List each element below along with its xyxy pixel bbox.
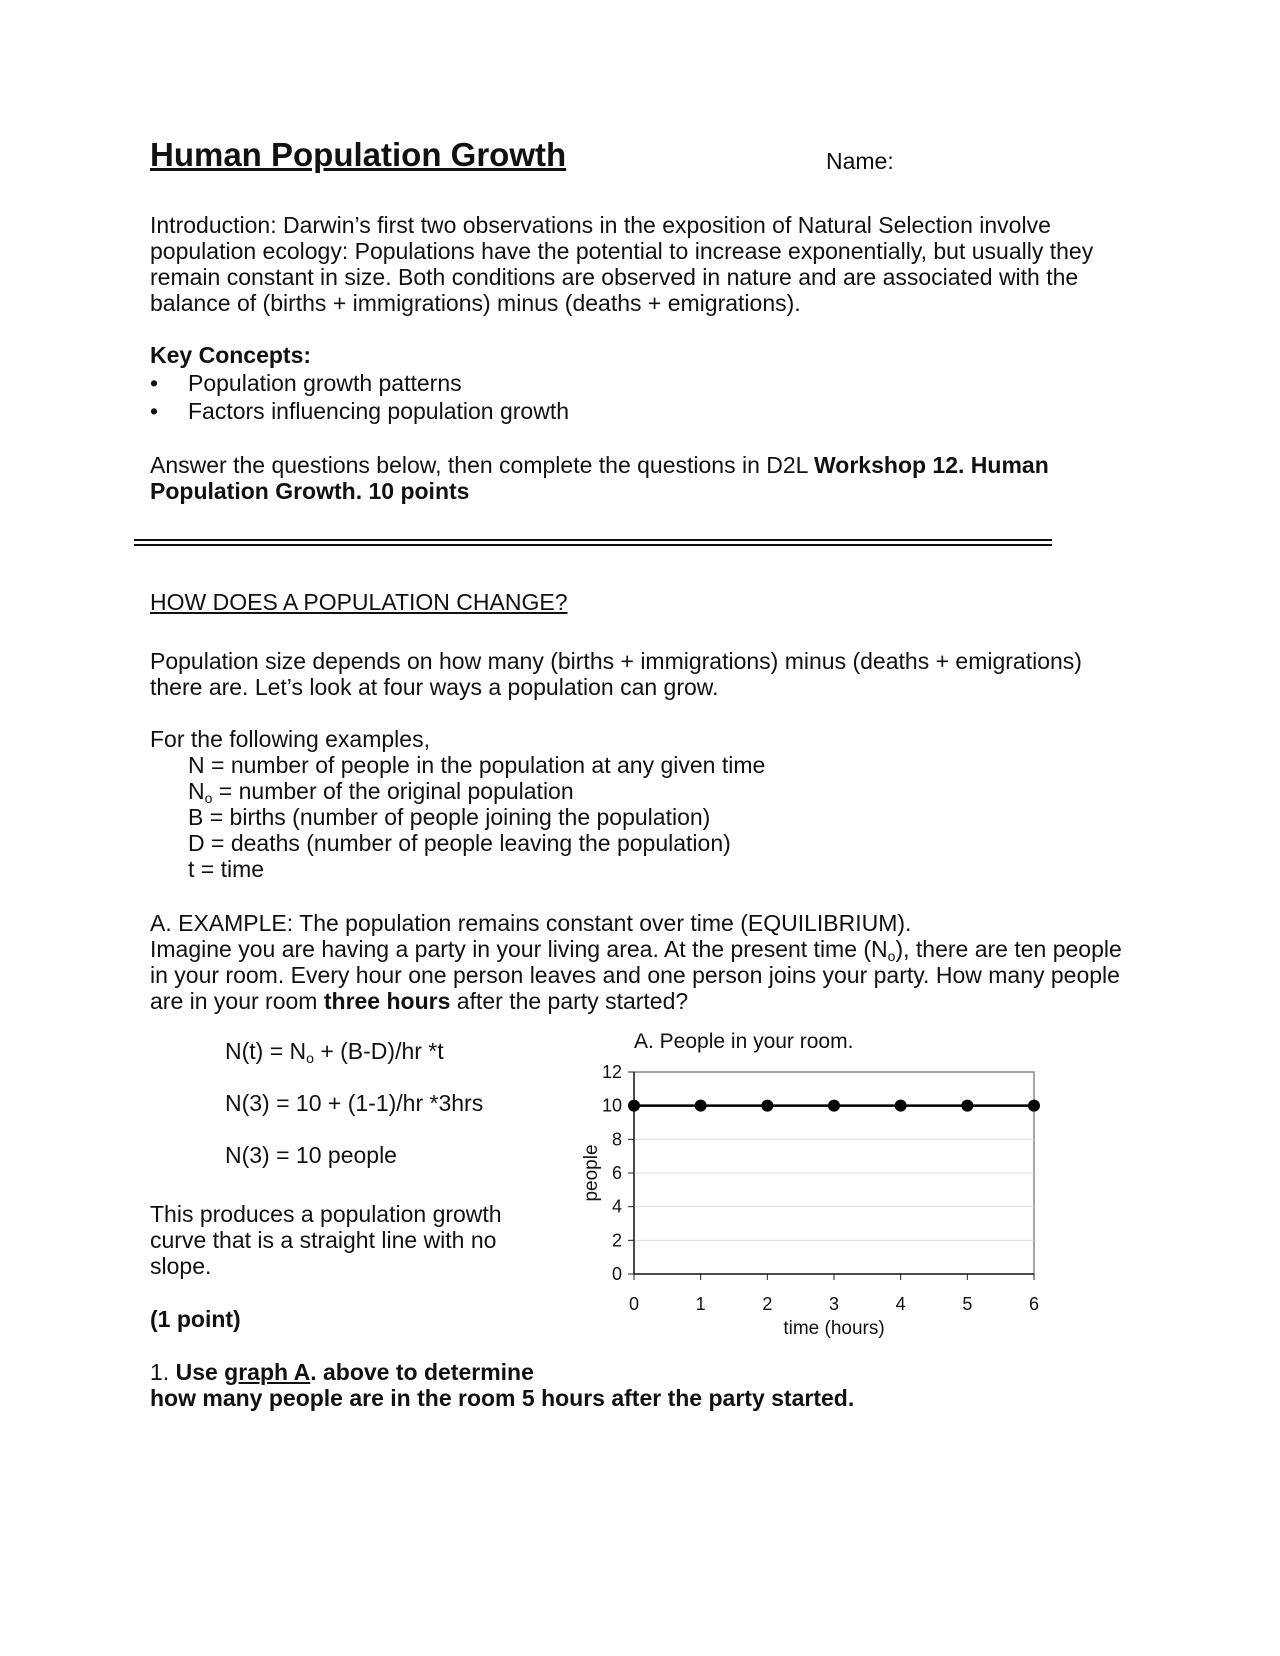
equation-subscript: o bbox=[306, 1050, 314, 1066]
y-tick-label: 10 bbox=[601, 1095, 622, 1116]
data-point bbox=[828, 1100, 840, 1112]
y-tick-label: 6 bbox=[611, 1163, 622, 1183]
name-label: Name: bbox=[826, 148, 894, 174]
x-tick-label: 5 bbox=[962, 1294, 973, 1314]
question-text-b: . above to determine bbox=[310, 1359, 534, 1385]
question-text-a: Use bbox=[175, 1359, 225, 1385]
example-a-heading: A. EXAMPLE: The population remains constant over time (EQUILIBRIUM). bbox=[150, 910, 912, 936]
scenario-text-1: Imagine you are having a party in your living area. At the present time (N bbox=[150, 936, 888, 962]
x-tick-label: 1 bbox=[695, 1294, 706, 1314]
data-point bbox=[895, 1100, 907, 1112]
page-title: Human Population Growth bbox=[150, 136, 567, 173]
y-tick-label: 0 bbox=[611, 1264, 622, 1284]
x-tick-label: 4 bbox=[895, 1294, 906, 1314]
bullet-icon: • bbox=[150, 369, 159, 396]
x-tick-label: 6 bbox=[1028, 1294, 1040, 1314]
data-point bbox=[695, 1100, 707, 1112]
definition-d: D = deaths (number of people leaving the population) bbox=[188, 830, 731, 856]
scenario-text-3: after the party started? bbox=[450, 988, 689, 1014]
list-item-label: Factors influencing population growth bbox=[188, 397, 570, 424]
scenario-bold: three hours bbox=[323, 988, 451, 1014]
x-axis-label: time (hours) bbox=[783, 1318, 885, 1339]
definition-b: B = births (number of people joining the population) bbox=[188, 804, 711, 830]
data-point bbox=[761, 1100, 773, 1112]
introduction-paragraph: Introduction: Darwin’s first two observations in the exposition of Natural Selection involve population ecology: Populations have the potential to increase exponentially, but usually they remain constant in size. Both conditions are observed in nature and are associated with the balance of (births + immigrations) minus (deaths + emigrations). bbox=[150, 212, 1094, 316]
equation-general-left: N(t) = N bbox=[225, 1038, 307, 1064]
key-concepts-heading: Key Concepts: bbox=[150, 342, 312, 368]
question-1-line-2: how many people are in the room 5 hours after the party started. bbox=[150, 1385, 855, 1411]
data-point bbox=[628, 1100, 640, 1112]
x-tick-label: 3 bbox=[828, 1294, 840, 1314]
definition-t: t = time bbox=[188, 856, 265, 882]
y-tick-label: 12 bbox=[601, 1062, 622, 1082]
scenario-subscript: o bbox=[887, 948, 896, 964]
y-tick-label: 8 bbox=[611, 1129, 622, 1150]
data-point bbox=[1028, 1100, 1040, 1112]
bullet-icon: • bbox=[150, 397, 159, 424]
data-point bbox=[961, 1100, 973, 1112]
point-value: (1 point) bbox=[150, 1306, 241, 1332]
question-number: 1. bbox=[150, 1359, 176, 1385]
growth-curve-note: This produces a population growth curve that is a straight line with no slope. bbox=[150, 1201, 502, 1279]
y-tick-label: 2 bbox=[611, 1230, 622, 1251]
scenario-text-2: ), there are ten people in your room. Every hour one person leaves and one person joins your party. How many people are in your room bbox=[150, 936, 1122, 1014]
equation-result: N(3) = 10 people bbox=[225, 1142, 397, 1168]
definition-n: N = number of people in the population at any given time bbox=[188, 752, 766, 778]
graph-a-reference: graph A bbox=[224, 1359, 311, 1385]
y-tick-label: 4 bbox=[611, 1196, 622, 1217]
chart-layer bbox=[581, 1062, 1040, 1339]
section-heading: HOW DOES A POPULATION CHANGE? bbox=[150, 589, 568, 615]
definition-n0-subscript: o bbox=[204, 790, 213, 806]
population-size-paragraph: Population size depends on how many (births + immigrations) minus (deaths + emigrations) there are. Let’s look at four ways a population can grow. bbox=[150, 648, 1082, 700]
chart-title: A. People in your room. bbox=[634, 1030, 854, 1053]
answer-prefix: Answer the questions below, then complete the questions in D2L bbox=[150, 452, 815, 478]
examples-intro: For the following examples, bbox=[150, 726, 430, 752]
equation-general-right: + (B-D)/hr *t bbox=[313, 1038, 444, 1064]
x-tick-label: 2 bbox=[762, 1294, 773, 1314]
definition-n0-text: = number of the original population bbox=[212, 778, 574, 804]
definition-n0-symbol: N bbox=[188, 778, 205, 804]
equation-substituted: N(3) = 10 + (1-1)/hr *3hrs bbox=[225, 1090, 484, 1116]
list-item-label: Population growth patterns bbox=[188, 369, 462, 396]
x-tick-label: 0 bbox=[628, 1294, 640, 1314]
workshop-reference: Workshop 12. Human Population Growth. 10 points bbox=[150, 452, 1049, 504]
y-axis-label: people bbox=[581, 1144, 602, 1202]
